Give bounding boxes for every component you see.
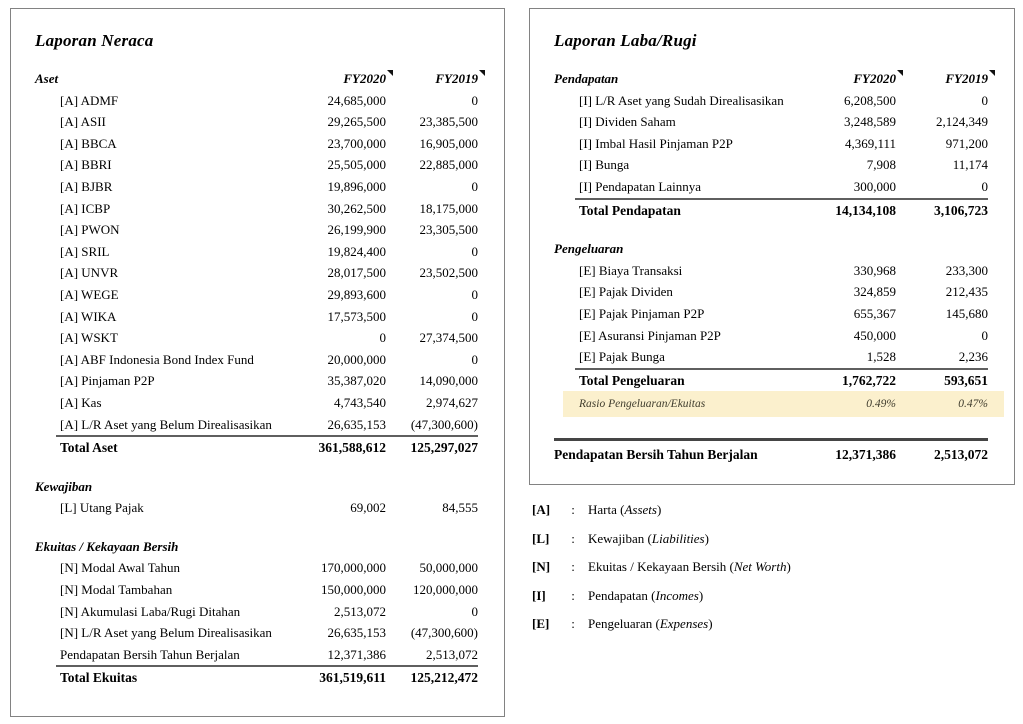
account-label: [A] BBCA (60, 135, 117, 151)
legend-separator: : (571, 502, 575, 517)
account-label: [I] Pendapatan Lainnya (579, 178, 702, 194)
fy2019-value: 27,374,500 (419, 330, 478, 346)
income-statement-panel (529, 8, 1015, 485)
ratio-fy2019: 0.47% (958, 398, 988, 411)
fy2020-value: 4,369,111 (844, 135, 896, 151)
fy2020-column-header (794, 68, 896, 90)
asset-row (35, 219, 478, 241)
asset-row (35, 349, 478, 371)
ekuitas-header-row (35, 536, 478, 558)
account-label: [A] ADMF (60, 92, 119, 108)
fy2019-label: FY2019 (945, 71, 988, 86)
asset-row (35, 284, 478, 306)
account-label: [A] L/R Aset yang Belum Direalisasikan (60, 416, 272, 432)
fy2019-value: 971,200 (945, 135, 988, 151)
expense-row (554, 346, 988, 368)
kewajiban-section-label: Kewajiban (35, 478, 93, 494)
empty-cell (794, 238, 896, 260)
account-label: [N] Modal Awal Tahun (60, 560, 181, 576)
comment-indicator-icon (989, 70, 995, 76)
income-row (554, 90, 988, 112)
asset-row (35, 306, 478, 328)
account-label: [A] Kas (60, 394, 102, 410)
legend-text-italic: Net Worth (733, 559, 787, 574)
empty-cell (896, 238, 988, 260)
balance-sheet-title: Laporan Neraca (35, 31, 154, 50)
fy2019-value: 50,000,000 (419, 560, 478, 576)
fy2020-value: 655,367 (853, 305, 896, 321)
account-label: [A] WIKA (60, 308, 117, 324)
fy2020-value: 3,248,589 (844, 114, 896, 130)
net-income-label: Pendapatan Bersih Tahun Berjalan (554, 447, 758, 463)
equity-row (35, 579, 478, 601)
legend-separator: : (571, 559, 575, 574)
account-label: [A] PWON (60, 222, 120, 238)
fy2019-value: 23,385,500 (419, 114, 478, 130)
account-label: [N] Akumulasi Laba/Rugi Ditahan (60, 603, 241, 619)
account-label: [A] Pinjaman P2P (60, 373, 155, 389)
fy2019-value: 0 (471, 92, 478, 108)
income-statement-title: Laporan Laba/Rugi (554, 31, 697, 50)
legend-item (532, 582, 791, 611)
total-aset-label: Total Aset (60, 440, 118, 456)
legend-text-after: ) (656, 502, 662, 517)
expense-row (554, 325, 988, 347)
kewajiban-header-row (35, 476, 478, 498)
fy2020-value: 19,824,400 (327, 243, 386, 259)
income-row (554, 133, 988, 155)
ratio-fy2020: 0.49% (866, 398, 896, 411)
fy2020-value: 25,505,000 (327, 157, 386, 173)
fy2020-value: 0 (379, 330, 386, 346)
account-label: [E] Asuransi Pinjaman P2P (579, 327, 721, 343)
pengeluaran-section-label: Pengeluaran (554, 241, 624, 257)
account-label: [I] Dividen Saham (579, 114, 676, 130)
fy2020-value: 450,000 (853, 327, 896, 343)
legend-text-italic: Expenses (659, 616, 709, 631)
account-label: [N] Modal Tambahan (60, 582, 173, 598)
fy2019-column-header (896, 68, 988, 90)
legend-code: [N] (532, 559, 551, 574)
fy2020-value: 4,743,540 (334, 394, 386, 410)
fy2020-value: 29,265,500 (327, 114, 386, 130)
fy2020-value: 20,000,000 (327, 351, 386, 367)
fy2020-value: 26,635,153 (327, 625, 386, 641)
total-pendapatan-fy2020: 14,134,108 (835, 202, 896, 218)
fy2019-value: (47,300,600) (410, 625, 478, 641)
legend-text (588, 496, 791, 525)
asset-row (35, 90, 478, 112)
account-label: [A] UNVR (60, 265, 119, 281)
abbreviation-legend (532, 496, 791, 639)
asset-row (35, 414, 478, 436)
fy2020-column-header (284, 68, 386, 90)
legend-separator: : (571, 587, 575, 603)
account-label: [A] WEGE (60, 286, 119, 302)
fy2019-value: 0 (981, 327, 988, 343)
fy2020-value: 17,573,500 (327, 308, 386, 324)
income-row (554, 111, 988, 133)
fy2020-value: 26,635,153 (327, 416, 386, 432)
fy2019-value: 23,305,500 (419, 222, 478, 238)
asset-row (35, 262, 478, 284)
total-pengeluaran-fy2019: 593,651 (944, 372, 988, 388)
legend-separator: : (571, 616, 575, 631)
legend-separator: : (571, 530, 575, 546)
fy2020-value: 35,387,020 (327, 373, 386, 389)
asset-row (35, 370, 478, 392)
legend-item (532, 496, 791, 525)
legend-text-italic: Liabilities (651, 530, 705, 546)
fy2020-value: 26,199,900 (327, 222, 386, 238)
legend-text (588, 582, 791, 611)
total-aset-row (56, 435, 478, 459)
expense-row (554, 303, 988, 325)
fy2019-value: 0 (471, 308, 478, 324)
legend-text-italic: Incomes (655, 587, 699, 603)
fy2020-value: 324,859 (853, 284, 896, 300)
account-label: [A] ABF Indonesia Bond Index Fund (60, 351, 254, 367)
legend-text-after: ) (786, 559, 791, 574)
fy2020-value: 170,000,000 (321, 560, 386, 576)
fy2019-value: 16,905,000 (419, 135, 478, 151)
fy2019-value: 145,680 (945, 305, 988, 321)
total-ekuitas-fy2019: 125,212,472 (410, 670, 478, 686)
legend-text-before: Kewajiban ( (588, 530, 652, 546)
fy2019-value: (47,300,600) (410, 416, 478, 432)
pengeluaran-header-row (554, 238, 988, 260)
equity-row (35, 622, 478, 644)
legend-code: [I] (532, 587, 546, 603)
account-label: [A] BJBR (60, 178, 113, 194)
account-label: [E] Biaya Transaksi (579, 262, 683, 278)
fy2019-value: 14,090,000 (419, 373, 478, 389)
fy2019-value: 0 (471, 603, 478, 619)
legend-text-after: ) (698, 587, 704, 603)
legend-item (532, 610, 791, 639)
legend-text (588, 553, 791, 582)
total-pengeluaran-fy2020: 1,762,722 (842, 372, 896, 388)
legend-text-after: ) (708, 616, 713, 631)
fy2020-value: 2,513,072 (334, 603, 386, 619)
equity-row (35, 644, 478, 666)
account-label: [N] L/R Aset yang Belum Direalisasikan (60, 625, 272, 641)
comment-indicator-icon (479, 70, 485, 76)
legend-item (532, 553, 791, 582)
fy2019-column-header (386, 68, 478, 90)
legend-text (588, 525, 791, 554)
total-ekuitas-label: Total Ekuitas (60, 670, 138, 686)
legend-text-after: ) (704, 530, 709, 546)
fy2020-value: 30,262,500 (327, 200, 386, 216)
fy2019-label: FY2019 (435, 71, 478, 86)
account-label: [A] SRIL (60, 243, 110, 259)
fy2020-value: 300,000 (853, 178, 896, 194)
legend-code: [A] (532, 502, 551, 517)
fy2019-value: 0 (981, 178, 988, 194)
fy2019-value: 22,885,000 (419, 157, 478, 173)
account-label: [I] Bunga (579, 157, 630, 173)
legend-text-italic: Assets (624, 502, 657, 517)
fy2019-value: 18,175,000 (419, 200, 478, 216)
fy2020-value: 29,893,600 (327, 286, 386, 302)
net-income-fy2020: 12,371,386 (835, 447, 896, 463)
fy2019-value: 0 (471, 286, 478, 302)
fy2020-value: 150,000,000 (321, 582, 386, 598)
fy2020-value: 6,208,500 (844, 92, 896, 108)
expense-equity-ratio-row (563, 391, 1004, 417)
fy2019-value: 233,300 (945, 262, 988, 278)
fy2019-value: 2,513,072 (426, 646, 478, 662)
aset-section-label: Aset (35, 71, 59, 86)
total-pengeluaran-label: Total Pengeluaran (579, 372, 685, 388)
account-label: [E] Pajak Bunga (579, 349, 665, 365)
account-label: [I] L/R Aset yang Sudah Direalisasikan (579, 92, 784, 108)
fy2019-value: 120,000,000 (413, 582, 478, 598)
fy2020-value: 12,371,386 (327, 646, 386, 662)
aset-header-row (35, 68, 478, 90)
account-label: [A] ICBP (60, 200, 111, 216)
empty-cell (284, 536, 386, 558)
expense-row (554, 281, 988, 303)
account-label: [I] Imbal Hasil Pinjaman P2P (579, 135, 733, 151)
fy2019-value: 11,174 (952, 157, 988, 173)
pendapatan-header-row (554, 68, 988, 90)
asset-row (35, 154, 478, 176)
net-income-fy2019: 2,513,072 (934, 447, 988, 463)
liability-row (35, 497, 478, 519)
fy2019-value: 0 (471, 351, 478, 367)
fy2020-value: 19,896,000 (327, 178, 386, 194)
income-row (554, 176, 988, 198)
fy2019-value: 2,974,627 (426, 394, 478, 410)
fy2019-value: 212,435 (945, 284, 988, 300)
total-pendapatan-fy2019: 3,106,723 (934, 202, 988, 218)
fy2019-value: 0 (471, 178, 478, 194)
legend-item (532, 525, 791, 554)
fy2019-value: 2,236 (958, 349, 988, 365)
fy2020-label: FY2020 (853, 71, 896, 86)
fy2020-value: 23,700,000 (327, 135, 386, 151)
balance-sheet-table (35, 68, 478, 689)
legend-text-before: Pengeluaran ( (588, 616, 660, 631)
total-ekuitas-fy2020: 361,519,611 (319, 670, 386, 686)
account-label: [A] BBRI (60, 157, 112, 173)
fy2020-value: 69,002 (350, 500, 386, 516)
total-aset-fy2019: 125,297,027 (410, 440, 478, 456)
asset-row (35, 176, 478, 198)
equity-row (35, 601, 478, 623)
account-label: Pendapatan Bersih Tahun Berjalan (60, 646, 240, 662)
legend-code: [E] (532, 616, 550, 631)
ekuitas-section-label: Ekuitas / Kekayaan Bersih (35, 538, 179, 554)
ratio-label: Rasio Pengeluaran/Ekuitas (579, 398, 706, 411)
account-label: [E] Pajak Dividen (579, 284, 673, 300)
asset-row (35, 198, 478, 220)
fy2019-value: 23,502,500 (419, 265, 478, 281)
account-label: [A] WSKT (60, 330, 118, 346)
empty-cell (284, 476, 386, 498)
account-label: [A] ASII (60, 114, 106, 130)
expense-row (554, 260, 988, 282)
asset-row (35, 241, 478, 263)
equity-row (35, 557, 478, 579)
legend-text (588, 610, 791, 639)
income-row (554, 154, 988, 176)
fy2020-label: FY2020 (343, 71, 386, 86)
total-ekuitas-row (56, 665, 478, 689)
asset-row (35, 111, 478, 133)
empty-cell (386, 476, 478, 498)
account-label: [L] Utang Pajak (60, 500, 144, 516)
fy2020-value: 1,528 (866, 349, 896, 365)
asset-row (35, 392, 478, 414)
empty-cell (386, 536, 478, 558)
pendapatan-section-label: Pendapatan (554, 71, 619, 86)
net-income-row (554, 438, 988, 466)
account-label: [E] Pajak Pinjaman P2P (579, 305, 705, 321)
total-pendapatan-row (575, 198, 988, 222)
total-pengeluaran-row (575, 368, 988, 392)
fy2019-value: 0 (471, 243, 478, 259)
fy2020-value: 7,908 (866, 157, 896, 173)
fy2020-value: 28,017,500 (327, 265, 386, 281)
income-statement-table (554, 68, 988, 466)
fy2019-value: 0 (981, 92, 988, 108)
total-pendapatan-label: Total Pendapatan (579, 202, 681, 218)
asset-row (35, 327, 478, 349)
balance-sheet-panel (10, 8, 505, 717)
fy2019-value: 84,555 (442, 500, 478, 516)
fy2020-value: 24,685,000 (327, 92, 386, 108)
fy2020-value: 330,968 (853, 262, 896, 278)
legend-code: [L] (532, 530, 550, 546)
legend-text-before: Pendapatan ( (588, 587, 656, 603)
total-aset-fy2020: 361,588,612 (318, 440, 386, 456)
fy2019-value: 2,124,349 (936, 114, 988, 130)
legend-text-before: Harta ( (588, 502, 625, 517)
asset-row (35, 133, 478, 155)
legend-text-before: Ekuitas / Kekayaan Bersih ( (588, 559, 734, 574)
